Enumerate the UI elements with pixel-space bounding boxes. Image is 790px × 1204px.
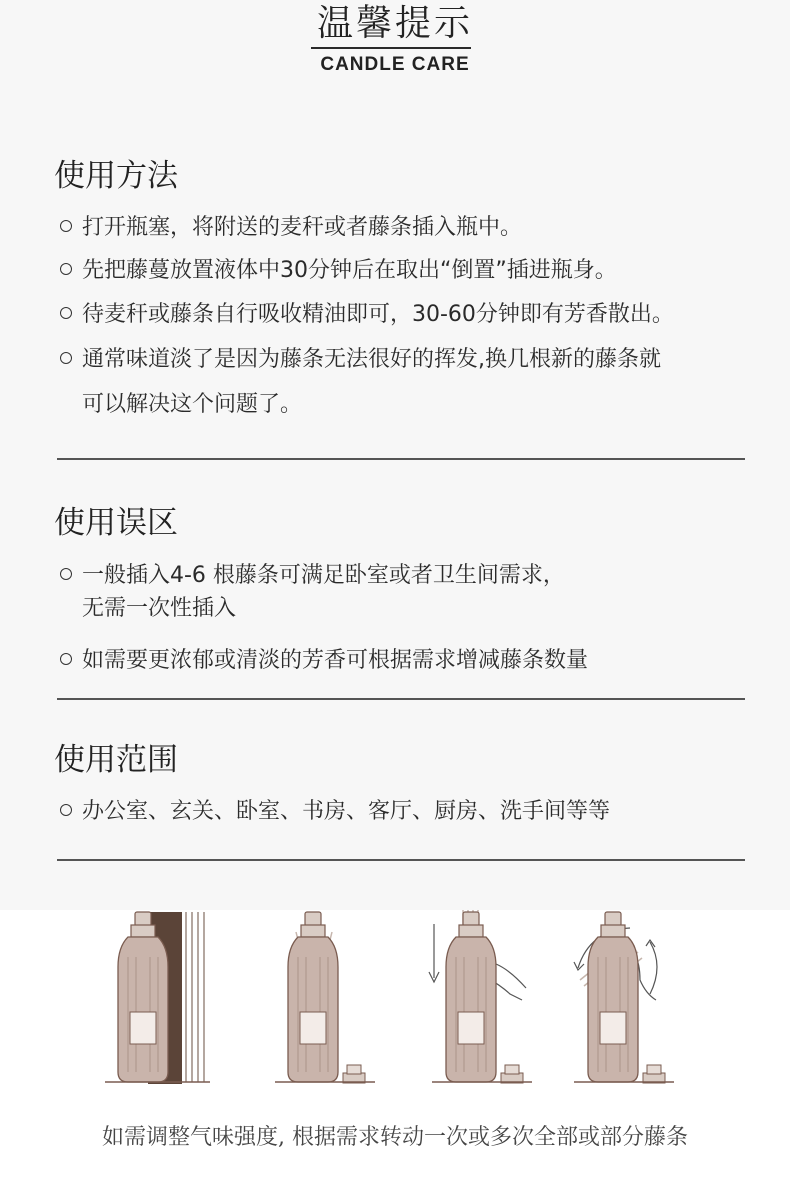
list-item [60,795,610,829]
usage-illustration [0,910,790,1204]
circle-bullet-icon [60,804,72,816]
section-title-scope: 使用范围 [54,742,178,778]
list-item-continuation: 无需一次性插入 [82,596,237,621]
step-3-graphic [429,910,532,1083]
illustration-caption: 如需调整气味强度, 根据需求转动一次或多次全部或部分藤条 [102,1125,688,1150]
list-item-continuation: 可以解决这个问题了。 [82,392,303,417]
list-item-text: 通常味道淡了是因为藤条无法很好的挥发,换几根新的藤条就 [82,347,661,372]
step-4-graphic [574,912,674,1083]
section-title-mistakes: 使用误区 [54,505,178,541]
list-item [60,644,588,678]
list-item-text: 打开瓶塞，将附送的麦秆或者藤条插入瓶中。 [82,215,523,240]
section-divider [57,698,745,700]
circle-bullet-icon [60,307,72,319]
section-divider [57,458,745,460]
diffuser-steps-illustration [0,910,790,1110]
circle-bullet-icon [60,220,72,232]
circle-bullet-icon [60,568,72,580]
list-item [60,211,522,245]
page-subtitle: CANDLE CARE [320,54,470,75]
title-underline [311,47,471,49]
list-item [60,343,661,377]
circle-bullet-icon [60,653,72,665]
list-item [60,559,565,593]
page-title: 温馨提示 [316,3,473,44]
section-divider [57,859,745,861]
list-item-text: 如需要更浓郁或清淡的芳香可根据需求增减藤条数量 [82,648,589,673]
list-item-text: 办公室、玄关、卧室、书房、客厅、厨房、洗手间等等 [82,799,611,824]
list-item [60,254,617,288]
list-item-text: 先把藤蔓放置液体中30分钟后在取出“倒置”插进瓶身。 [82,258,617,283]
circle-bullet-icon [60,352,72,364]
section-title-usage: 使用方法 [54,158,178,194]
list-item-text: 一般插入4-6 根藤条可满足卧室或者卫生间需求， [82,563,565,588]
circle-bullet-icon [60,263,72,275]
step-1-graphic [118,912,204,1084]
list-item [60,298,674,332]
step-2-graphic [275,912,375,1083]
list-item-text: 待麦秆或藤条自行吸收精油即可，30-60分钟即有芳香散出。 [82,302,674,327]
